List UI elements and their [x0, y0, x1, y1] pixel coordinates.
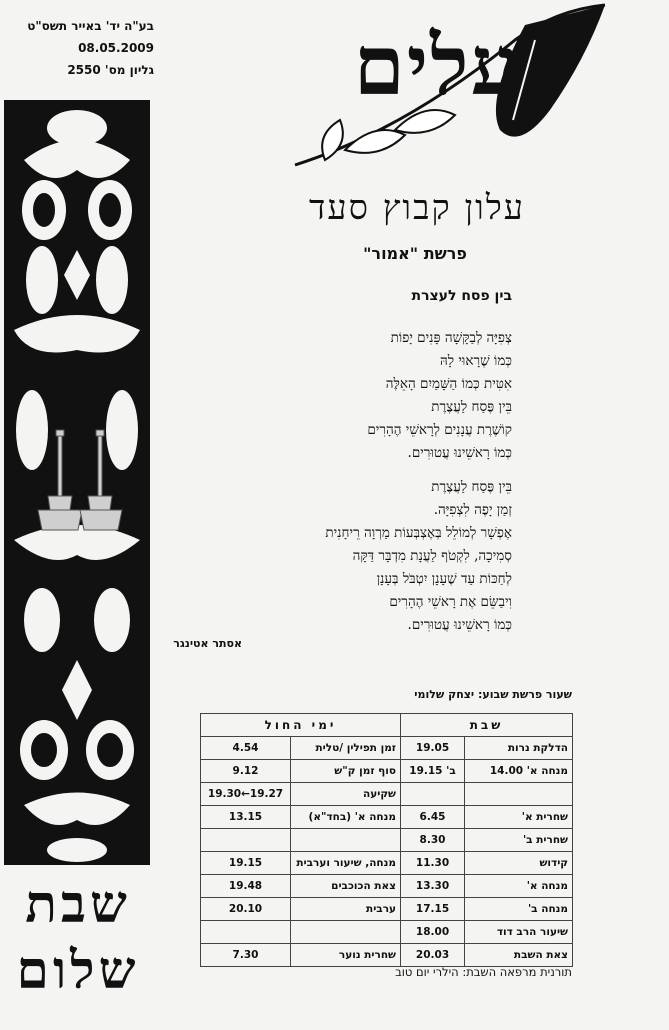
shabbat-label: מנחה ב' — [465, 898, 573, 921]
table-row — [201, 921, 573, 944]
poem-title: בין פסח לעצרת — [411, 288, 512, 304]
gregorian-date: 08.05.2009 — [78, 41, 154, 55]
poem-line: קוֹשֶׁרֶת עֲנָנִים לְרָאשֵׁי הֶהָרִים — [367, 422, 512, 438]
weekday-time — [201, 829, 291, 852]
shabbat-label: שחרית א' — [465, 806, 573, 829]
weekday-time: 19.48 — [201, 875, 291, 898]
poem-line: צְפִיָּה לְבַקָּשָׁה פָּנִים יָפוֹת — [390, 330, 512, 346]
weekly-lesson: שעור פרשת שבוע: יצחק שלומי — [414, 688, 572, 701]
header-weekdays: ימי החול — [201, 714, 401, 737]
shabbat-time: 20.03 — [401, 944, 465, 967]
weekday-time: 9.12 — [201, 760, 291, 783]
table-row — [201, 760, 573, 783]
shabbat-time: 11.30 — [401, 852, 465, 875]
poem-line: כְּמוֹ שֶׁרָאוּי לָהּ — [439, 353, 512, 369]
shabbat-time: 17.15 — [401, 898, 465, 921]
poem-line: בֵּין פֶּסַח לַעֲצֶרֶת — [431, 479, 512, 495]
decorative-banner — [4, 100, 150, 865]
shabbat-label: מנחה א' 14.00 — [465, 760, 573, 783]
shabbat-time — [401, 783, 465, 806]
header-shabbat: שבת — [401, 714, 573, 737]
issue-header — [14, 18, 154, 78]
shabbat-time: 18.00 — [401, 921, 465, 944]
table-row — [201, 852, 573, 875]
masthead-subtitle: עלון קבוץ סעד — [308, 188, 526, 228]
poem-stanza-2 — [250, 476, 512, 637]
weekday-label — [291, 829, 401, 852]
shabbat-label: צאת השבת — [465, 944, 573, 967]
table-row — [201, 875, 573, 898]
shabbat-label: שחרית ב' — [465, 829, 573, 852]
weekday-time: 7.30 — [201, 944, 291, 967]
issue-number: גליון מס' 2550 — [67, 63, 154, 77]
shabbat-time: 8.30 — [401, 829, 465, 852]
poem-author: אסתר אטינגר — [173, 637, 242, 650]
poem-line: כְּמוֹ רָאשֵׁינוּ עֲטוּרִים. — [407, 617, 512, 633]
poem-stanza-1 — [260, 327, 512, 465]
shabbat-time: 6.45 — [401, 806, 465, 829]
table-row — [201, 898, 573, 921]
weekday-label — [291, 921, 401, 944]
table-row — [201, 944, 573, 967]
ornament-pattern-icon — [4, 100, 150, 865]
poem-line: זְמַן יָפֶה לִצְפִיָּה. — [433, 502, 512, 518]
poem-line: בֵּין פֶּסַח לַעֲצֶרֶת — [431, 399, 512, 415]
parsha-title: פרשת "אמור" — [363, 244, 467, 263]
shabbat-time: ב' 19.15 — [401, 760, 465, 783]
weekday-label: שקיעה — [291, 783, 401, 806]
shabbat-label: מנחה א' — [465, 875, 573, 898]
weekday-label: צאת הכוכבים — [291, 875, 401, 898]
shabbat-time: 19.05 — [401, 737, 465, 760]
weekday-time: 19.30←19.27 — [201, 783, 291, 806]
weekday-label: מנחה א' (בחד"א) — [291, 806, 401, 829]
shabbat-shalom-title — [6, 872, 150, 1004]
weekday-time: 4.54 — [201, 737, 291, 760]
shabbat-label — [465, 783, 573, 806]
shalom-word: שלום — [16, 940, 140, 1001]
clinic-duty-note: תורנית מרפאה השבת: הילרי יום טוב — [395, 965, 572, 979]
weekday-label: מנחה, שיעור וערבית — [291, 852, 401, 875]
weekday-time: 13.15 — [201, 806, 291, 829]
poem-line: אִטִּית כְּמוֹ הַשָּׁמַיִם הָאֵלֶּה — [385, 376, 512, 392]
shabbat-label: שיעור הרב דוד — [465, 921, 573, 944]
weekday-time: 20.10 — [201, 898, 291, 921]
prayer-times-table — [200, 713, 573, 967]
poem-line: כְּמוֹ רָאשֵׁינוּ עֲטוּרִים. — [407, 445, 512, 461]
poem-line: אֶפְשָׁר לְמוֹלֵל בְּאֶצְבְּעוֹת מַרְוָה רֵיחָנִית — [325, 525, 512, 541]
shabbat-label: הדלקת נרות — [465, 737, 573, 760]
weekday-label: זמן תפילין /טלית — [291, 737, 401, 760]
table-row — [201, 829, 573, 852]
table-row — [201, 783, 573, 806]
poem-line: לְחַכּוֹת עַד שֶׁעָנָן יִטְבֹּל בְּעָנָן — [376, 571, 512, 587]
shabbat-label: קידוש — [465, 852, 573, 875]
weekday-label: סוף זמן ק"ש — [291, 760, 401, 783]
table-row — [201, 737, 573, 760]
table-header-row — [201, 714, 573, 737]
weekday-label: שחרית נוער — [291, 944, 401, 967]
weekday-time: 19.15 — [201, 852, 291, 875]
poem-line: סְמִיכָה, לִקְטֹף לַעֲנָת מִדְבָּר דַּקָּה — [352, 548, 512, 564]
shabbat-word: שבת — [25, 874, 131, 935]
poem-line: וִיבַשֵּׂם אֶת רָאשֵׁי הֶהָרִים — [389, 594, 512, 610]
hebrew-date: בע"ה יד' באייר תשס"ט — [27, 19, 154, 33]
weekday-label: ערבית — [291, 898, 401, 921]
table-row — [201, 806, 573, 829]
logo-title: עלים — [353, 18, 519, 114]
shabbat-time: 13.30 — [401, 875, 465, 898]
weekday-time — [201, 921, 291, 944]
